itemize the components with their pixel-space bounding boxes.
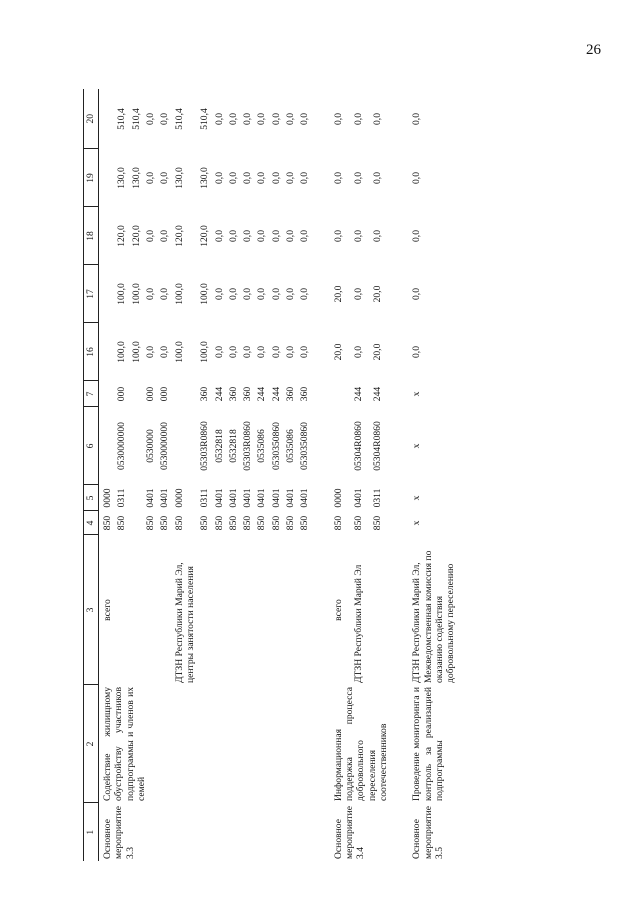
amount-cell: 0,0 [299,230,311,242]
amount-cell: 0,0 [285,172,297,184]
amount-cell: 0,0 [144,172,156,184]
amount-cell: 100,0 [130,341,142,363]
code-cell: x [411,391,423,397]
activity-description: Проведение мониторинга и контроль за реализацией подпрограммы [411,687,445,801]
code-cell: 0530000000 [116,422,128,470]
code-cell: x [411,520,423,526]
executor-cell [253,535,267,685]
amount-cell: 120,0 [199,225,211,247]
amount-cell: 0,0 [285,230,297,242]
table-row [408,89,456,861]
amount-cell: 0,0 [352,346,364,358]
code-cell [99,407,114,485]
amount-cell: 0,0 [144,113,156,125]
amount-cell: 0,0 [411,113,423,125]
code-cell: 0401 [270,488,282,508]
code-cell: 0532818 [227,429,239,463]
amount-cell: 0,0 [299,172,311,184]
amount-cell: 0,0 [256,230,268,242]
executor-cell: ДТЗН Республики Марий Эл, центры занятости населения [173,562,196,683]
executor-cell [211,535,225,685]
amount-cell: 20,0 [372,285,384,303]
code-cell: 850 [144,515,156,531]
budget-table [83,89,457,861]
code-cell: 0401 [227,488,239,508]
amount-cell [99,89,114,149]
code-cell: 05303R0860 [242,421,254,471]
amount-cell: 0,0 [270,346,282,358]
code-cell [128,407,142,485]
executor-cell: ДТЗН Республики Марий Эл [352,564,364,683]
amount-cell: 100,0 [199,283,211,305]
code-cell: 360 [227,386,239,402]
code-cell: 05304R0860 [372,421,384,471]
code-cell: 850 [102,515,113,531]
code-cell: x [411,495,423,501]
code-cell [99,381,114,407]
amount-cell: 0,0 [242,288,254,300]
amount-cell: 0,0 [372,230,384,242]
amount-cell: 510,4 [116,108,128,130]
header-cell: 2 [84,685,99,803]
code-cell: 0401 [242,488,254,508]
amount-cell: 0,0 [227,346,239,358]
amount-cell: 120,0 [173,225,185,247]
amount-cell: 0,0 [159,346,171,358]
code-cell: 850 [285,515,297,531]
code-cell: 850 [372,515,384,531]
code-cell [128,485,142,511]
code-cell: 360 [242,386,254,402]
amount-cell: 0,0 [242,172,254,184]
amount-cell: 0,0 [352,113,364,125]
executor-cell [268,535,282,685]
amount-cell: 0,0 [411,172,423,184]
amount-cell: 120,0 [130,225,142,247]
code-cell: 360 [299,386,311,402]
amount-cell: 0,0 [372,172,384,184]
amount-cell: 0,0 [159,288,171,300]
amount-cell: 100,0 [173,283,185,305]
amount-cell: 0,0 [352,230,364,242]
code-cell: 0401 [159,488,171,508]
table-body [99,89,457,861]
header-cell: 20 [84,89,99,149]
code-cell: 0530350860 [270,422,282,470]
code-cell: 244 [270,386,282,402]
code-cell: 0311 [372,488,384,508]
amount-cell: 0,0 [332,230,344,242]
executor-cell [128,535,142,685]
code-cell: 360 [199,386,211,402]
amount-cell: 100,0 [116,283,128,305]
amount-cell: 0,0 [411,288,423,300]
header-cell: 3 [84,535,99,685]
amount-cell: 0,0 [144,230,156,242]
header-cell: 6 [84,407,99,485]
executor-cell: ДТЗН Республики Марий Эл, Межведомственная комиссия по оказанию содействия добровольному переселению [411,550,457,683]
code-cell: 244 [256,386,268,402]
code-cell: 0401 [352,488,364,508]
section-spacer [311,89,330,861]
amount-cell: 0,0 [285,346,297,358]
amount-cell: 0,0 [352,172,364,184]
amount-cell: 0,0 [285,113,297,125]
executor-cell [282,535,296,685]
amount-cell: 20,0 [372,343,384,361]
code-cell: 850 [270,515,282,531]
amount-cell: 0,0 [227,113,239,125]
header-cell: 17 [84,265,99,323]
amount-cell: 0,0 [270,172,282,184]
executor-cell: всего [102,599,113,621]
executor-cell [196,535,210,685]
amount-cell: 130,0 [173,167,185,189]
amount-cell: 0,0 [242,113,254,125]
code-cell: 850 [116,515,128,531]
code-cell [128,381,142,407]
code-cell: 0401 [256,488,268,508]
amount-cell: 0,0 [352,288,364,300]
activity-description: Содействие жилищному обустройству участников подпрограммы и членов их семей [102,687,147,801]
amount-cell: 20,0 [332,285,344,303]
code-cell: 0401 [299,488,311,508]
header-cell: 7 [84,381,99,407]
rotated-page [83,89,623,861]
executor-cell [239,535,253,685]
executor-cell [113,535,127,685]
code-cell: 0532818 [213,429,225,463]
header-cell: 19 [84,149,99,207]
amount-cell: 130,0 [116,167,128,189]
executor-cell [369,535,389,685]
amount-cell: 0,0 [159,230,171,242]
amount-cell: 0,0 [299,288,311,300]
amount-cell: 130,0 [199,167,211,189]
amount-cell: 0,0 [299,346,311,358]
code-cell: 0000 [102,488,113,508]
amount-cell: 20,0 [332,343,344,361]
amount-cell [99,207,114,265]
executor-cell [296,535,310,685]
code-cell: 000 [159,386,171,402]
amount-cell [99,149,114,207]
activity-name: Основное мероприятие 3.4 [332,806,367,859]
amount-cell: 0,0 [411,346,423,358]
amount-cell: 0,0 [144,288,156,300]
amount-cell: 0,0 [213,172,225,184]
code-cell: 244 [352,386,364,402]
amount-cell: 100,0 [173,341,185,363]
amount-cell: 510,4 [130,108,142,130]
code-cell: 850 [173,515,185,531]
amount-cell [99,323,114,381]
activity-name: Основное мероприятие 3.3 [102,806,136,859]
amount-cell: 0,0 [332,172,344,184]
code-cell: 0401 [213,488,225,508]
code-cell: 0530000 [144,429,156,463]
header-row [84,89,99,861]
amount-cell: 0,0 [144,346,156,358]
amount-cell: 0,0 [227,230,239,242]
code-cell: 0401 [285,488,297,508]
executor-cell [142,535,156,685]
amount-cell: 0,0 [372,113,384,125]
amount-cell: 0,0 [227,288,239,300]
section-spacer [389,89,408,861]
code-cell: 0530350860 [299,422,311,470]
activity-name: Основное мероприятие 3.5 [411,806,445,859]
code-cell: 0000 [332,488,344,508]
amount-cell: 0,0 [159,113,171,125]
amount-cell: 120,0 [116,225,128,247]
code-cell: 0311 [116,488,128,508]
amount-cell: 0,0 [270,288,282,300]
code-cell: 05304R0860 [352,421,364,471]
code-cell [128,511,142,535]
code-cell: 850 [159,515,171,531]
code-cell: 244 [372,386,384,402]
amount-cell: 0,0 [213,230,225,242]
amount-cell: 510,4 [173,108,185,130]
header-cell: 5 [84,485,99,511]
amount-cell: 0,0 [285,288,297,300]
amount-cell: 0,0 [242,230,254,242]
code-cell: 850 [299,515,311,531]
amount-cell: 0,0 [213,288,225,300]
amount-cell: 0,0 [411,230,423,242]
executor-cell: всего [332,599,344,621]
amount-cell: 0,0 [256,172,268,184]
code-cell: 05303R0860 [199,421,211,471]
header-cell: 4 [84,511,99,535]
activity-description: Информационная поддержка процесса добровольного переселения соотечественников [332,687,389,801]
amount-cell: 130,0 [130,167,142,189]
code-cell: 850 [227,515,239,531]
code-cell: 850 [199,515,211,531]
amount-cell: 100,0 [130,283,142,305]
amount-cell: 0,0 [270,113,282,125]
amount-cell: 510,4 [199,108,211,130]
code-cell: 0535086 [256,429,268,463]
amount-cell: 0,0 [213,113,225,125]
code-cell: 000 [144,386,156,402]
code-cell: 0000 [173,488,185,508]
code-cell: 850 [213,515,225,531]
amount-cell: 0,0 [256,288,268,300]
executor-cell [156,535,170,685]
amount-cell [99,265,114,323]
executor-cell [225,535,239,685]
code-cell [330,381,350,407]
code-cell [171,407,197,485]
amount-cell: 0,0 [299,113,311,125]
code-cell: 850 [242,515,254,531]
code-cell: 0535086 [285,429,297,463]
header-cell: 16 [84,323,99,381]
code-cell: 850 [352,515,364,531]
amount-cell: 0,0 [242,346,254,358]
amount-cell: 0,0 [227,172,239,184]
amount-cell: 0,0 [270,230,282,242]
code-cell: 0530000000 [159,422,171,470]
code-cell: 360 [285,386,297,402]
amount-cell: 100,0 [116,341,128,363]
amount-cell: 0,0 [256,346,268,358]
header-cell: 18 [84,207,99,265]
code-cell: x [411,443,423,449]
amount-cell: 0,0 [213,346,225,358]
code-cell: 850 [332,515,344,531]
code-cell: 0311 [199,488,211,508]
table-row [330,89,350,861]
code-cell: 0401 [144,488,156,508]
code-cell [171,381,197,407]
code-cell: 850 [256,515,268,531]
amount-cell: 0,0 [256,113,268,125]
header-cell: 1 [84,803,99,861]
amount-cell: 100,0 [199,341,211,363]
code-cell: 000 [116,386,128,402]
table-row [99,89,114,861]
code-cell: 244 [213,386,225,402]
code-cell [330,407,350,485]
page-number: 26 [586,42,601,58]
amount-cell: 0,0 [332,113,344,125]
amount-cell: 0,0 [159,172,171,184]
